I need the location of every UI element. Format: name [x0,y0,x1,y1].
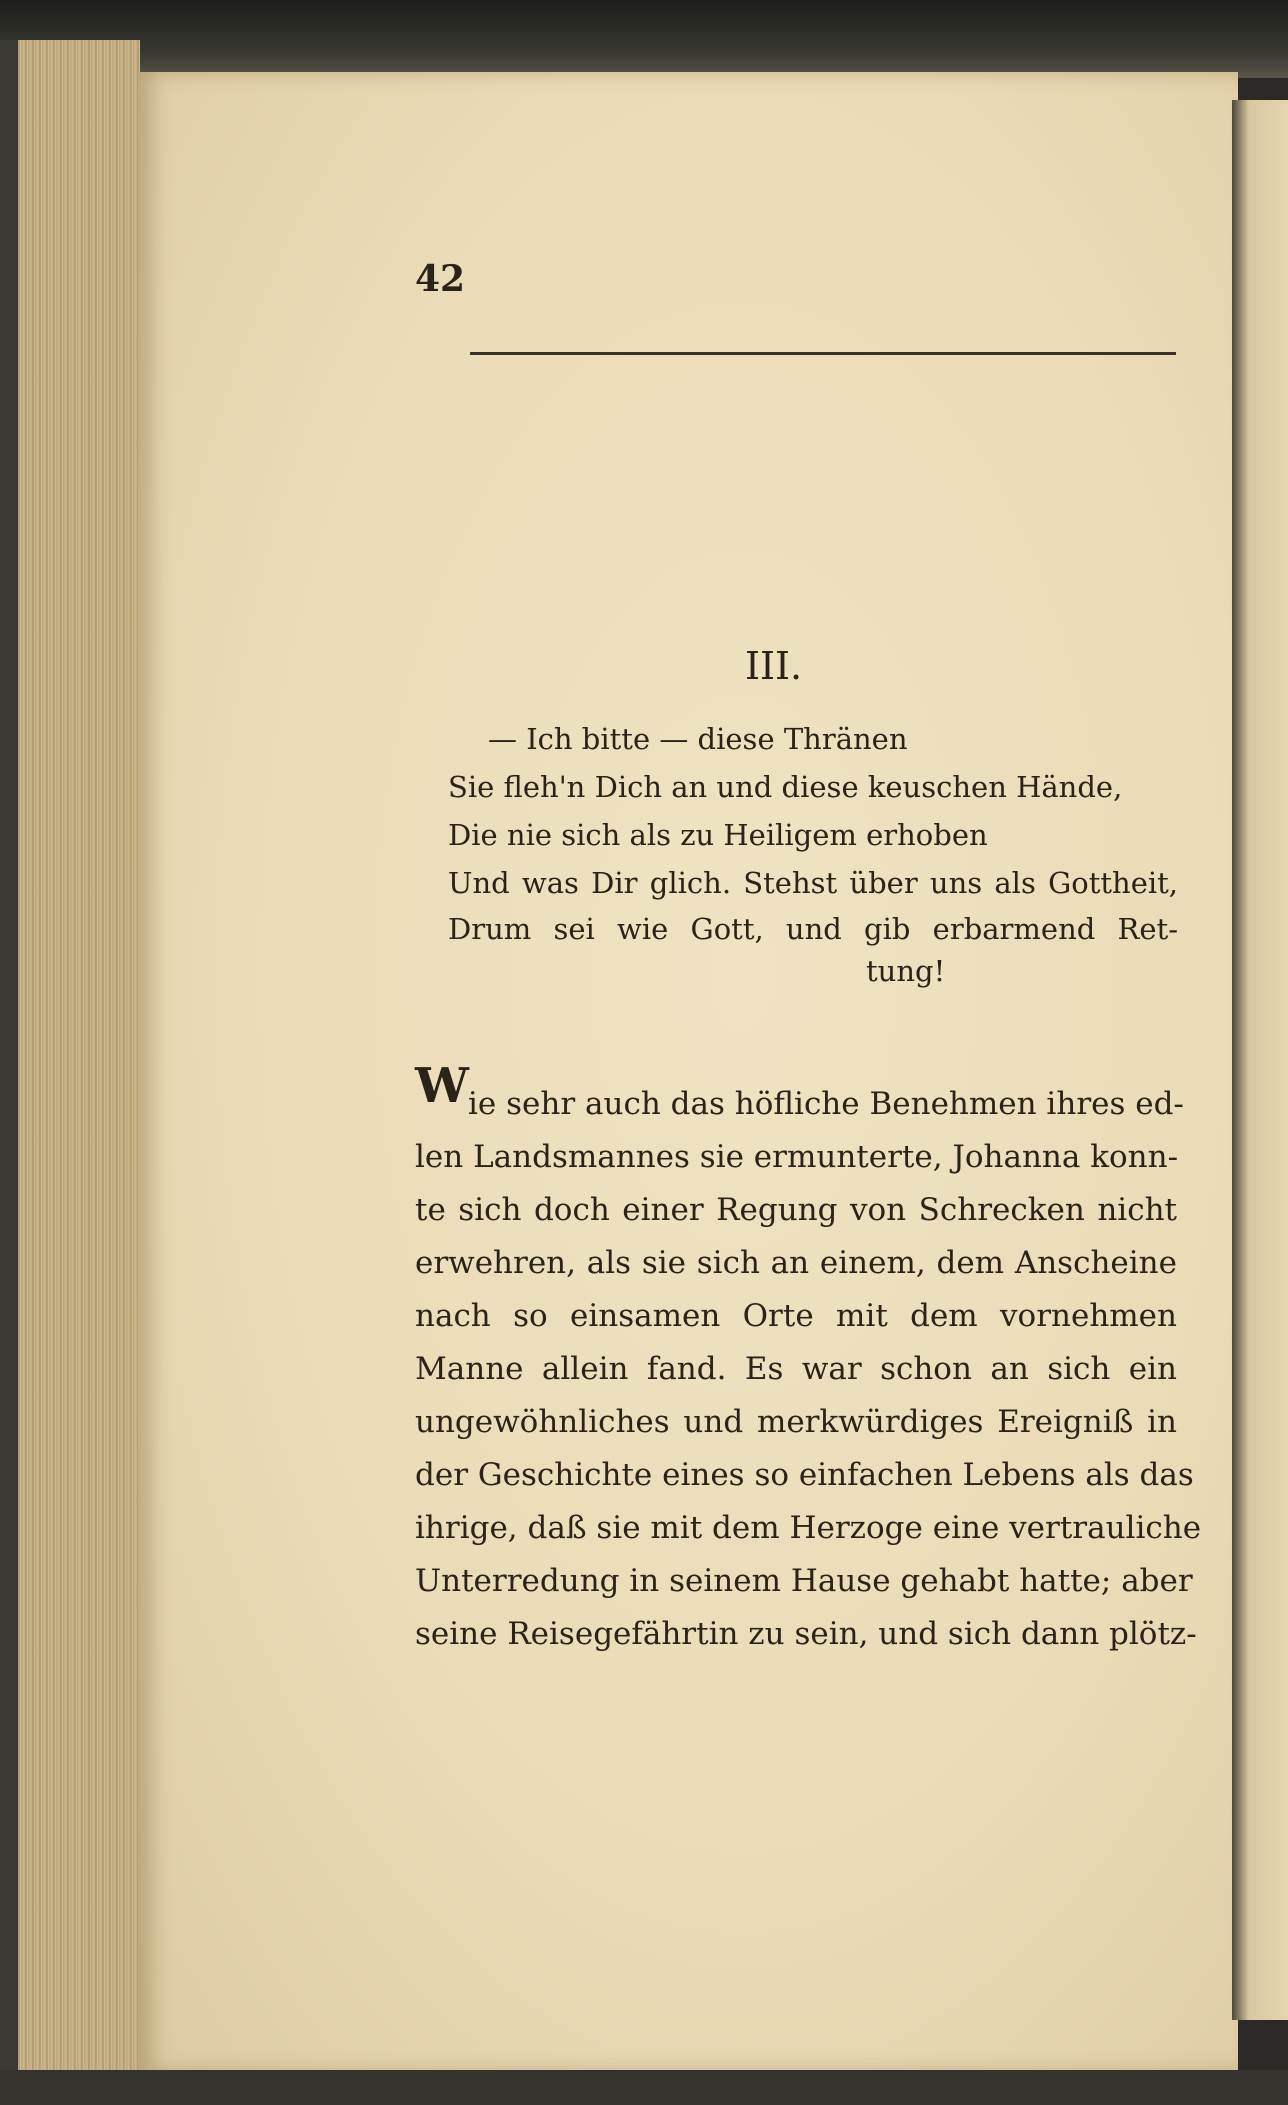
poem-line: Und was Dir glich. Stehst über uns als Gottheit, [448,866,1178,900]
prose-line: ungewöhnliches und merkwürdiges Ereigniß in [415,1404,1177,1440]
poem-line: Drum sei wie Gott, und gib erbarmend Ret- [448,912,1178,946]
chapter-heading: III. [745,644,803,688]
book-cover-edge [0,40,18,2080]
prose-line: nach so einsamen Orte mit dem vornehmen [415,1298,1177,1334]
prose-line: Manne allein fand. Es war schon an sich ein [415,1351,1177,1387]
prose-line: len Landsmannes sie ermunterte, Johanna konn- [415,1139,1179,1175]
prose-line: erwehren, als sie sich an einem, dem Anscheine [415,1245,1177,1281]
book-page [138,72,1238,2072]
book-page-edges [0,40,140,2080]
poem-line: Sie fleh'n Dich an und diese keuschen Hände, [448,770,1123,804]
scanner-background-bottom [0,2070,1288,2105]
prose-line: te sich doch einer Regung von Schrecken nicht [415,1192,1177,1228]
prose-line: Unterredung in seinem Hause gehabt hatte; aber [415,1563,1193,1599]
prose-line: ie sehr auch das höfliche Benehmen ihres ed- [468,1086,1184,1122]
poem-line: tung! [866,954,946,988]
page-number: 42 [415,258,466,300]
scanner-background-top [0,0,1288,78]
poem-line: Die nie sich als zu Heiligem erhoben [448,818,988,852]
drop-cap: W [415,1058,469,1114]
prose-line: seine Reisegefährtin zu sein, und sich dann plötz- [415,1616,1197,1652]
facing-page-edge [1232,100,1288,2020]
poem-line: — Ich bitte — diese Thränen [488,722,908,756]
header-rule [470,352,1176,355]
prose-line: ihrige, daß sie mit dem Herzoge eine vertrauliche [415,1510,1202,1546]
prose-line: der Geschichte eines so einfachen Lebens als das [415,1457,1194,1493]
